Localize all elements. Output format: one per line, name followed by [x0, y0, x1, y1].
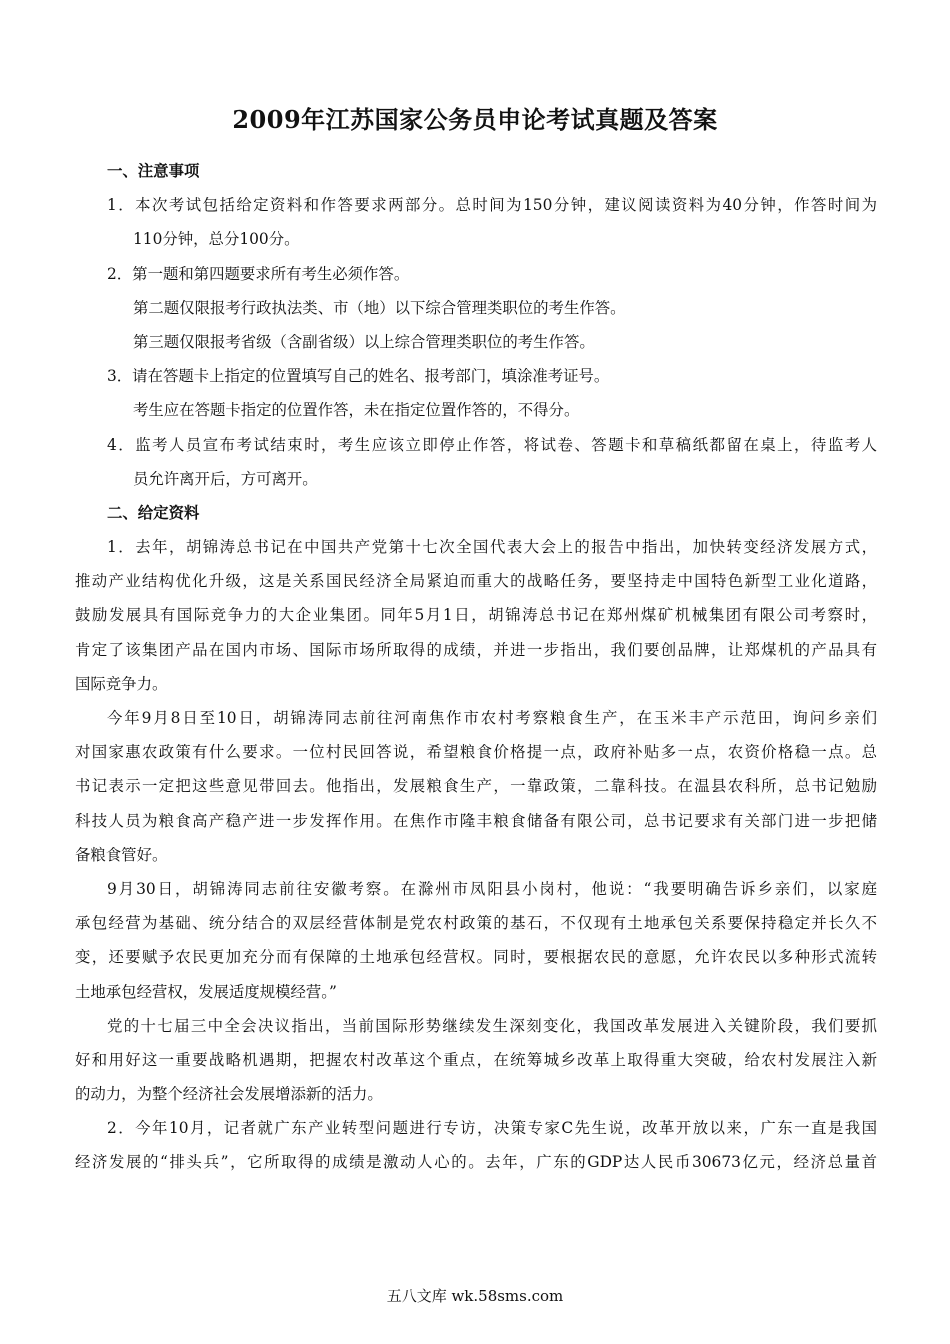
page-footer: 五八文库 wk.58sms.com — [386, 1287, 564, 1305]
text-line: 1．本次考试包括给定资料和作答要求两部分。总时间为150分钟，建议阅读资料为40分钟，作答时间为 — [107, 196, 877, 215]
text-line: 对国家惠农政策有什么要求。一位村民回答说，希望粮食价格提一点，政府补贴多一点，农资价格稳一点。总 — [75, 743, 877, 762]
text-line: 1．去年，胡锦涛总书记在中国共产党第十七次全国代表大会上的报告中指出，加快转变经济发展方式， — [107, 538, 877, 557]
section-heading: 二、给定资料 — [107, 503, 200, 522]
text-line: 2．今年10月，记者就广东产业转型问题进行专访，决策专家C先生说，改革开放以来，广东一直是我国 — [107, 1119, 877, 1138]
text-line: 经济发展的“排头兵”，它所取得的成绩是激动人心的。去年，广东的GDP达人民币30673亿元，经济总量首 — [75, 1153, 877, 1172]
text-line: 好和用好这一重要战略机遇期，把握农村改革这个重点，在统筹城乡改革上取得重大突破，给农村发展注入新 — [75, 1050, 877, 1069]
text-line: 9月30日，胡锦涛同志前往安徽考察。在滁州市凤阳县小岗村，他说：“我要明确告诉乡亲们，以家庭 — [107, 879, 877, 898]
text-line: 承包经营为基础、统分结合的双层经营体制是党农村政策的基石，不仅现有土地承包关系要保持稳定并长久不 — [75, 914, 877, 933]
text-line: 今年9月8日至10日，胡锦涛同志前往河南焦作市农村考察粮食生产，在玉米丰产示范田，询问乡亲们 — [107, 709, 877, 727]
text-line: 科技人员为粮食高产稳产进一步发挥作用。在焦作市隆丰粮食储备有限公司，总书记要求有关部门进一步把储 — [75, 811, 877, 830]
text-line: 110分钟，总分100分。 — [133, 230, 300, 249]
text-line: 国际竞争力。 — [75, 674, 168, 693]
text-line: 考生应在答题卡指定的位置作答，未在指定位置作答的，不得分。 — [133, 401, 580, 420]
text-line: 肯定了该集团产品在国内市场、国际市场所取得的成绩，并进一步指出，我们要创品牌，让郑煤机的产品具有 — [75, 640, 877, 659]
text-line: 3．请在答题卡上指定的位置填写自己的姓名、报考部门，填涂准考证号。 — [107, 367, 610, 386]
text-line: 土地承包经营权，发展适度规模经营。” — [75, 982, 337, 1001]
text-line: 变，还要赋予农民更加充分而有保障的土地承包经营权。同时，要根据农民的意愿，允许农民以多种形式流转 — [75, 948, 877, 967]
text-line: 推动产业结构优化升级，这是关系国民经济全局紧迫而重大的战略任务，要坚持走中国特色新型工业化道路， — [75, 572, 877, 591]
text-line: 第三题仅限报考省级（含副省级）以上综合管理类职位的考生作答。 — [133, 332, 595, 351]
text-line: 书记表示一定把这些意见带回去。他指出，发展粮食生产，一靠政策，二靠科技。在温县农科所，总书记勉励 — [75, 777, 877, 796]
text-line: 第二题仅限报考行政执法类、市（地）以下综合管理类职位的考生作答。 — [133, 298, 626, 317]
text-line: 鼓励发展具有国际竞争力的大企业集团。同年5月1日，胡锦涛总书记在郑州煤矿机械集团有限公司考察时， — [75, 606, 877, 625]
document-title: 2009年江苏国家公务员申论考试真题及答案 — [232, 105, 718, 134]
document-body — [75, 154, 877, 1180]
text-line: 4．监考人员宣布考试结束时，考生应该立即停止作答，将试卷、答题卡和草稿纸都留在桌上，待监考人 — [107, 435, 877, 454]
text-line: 员允许离开后，方可离开。 — [133, 469, 318, 488]
text-line: 2．第一题和第四题要求所有考生必须作答。 — [107, 264, 410, 283]
text-line: 党的十七届三中全会决议指出，当前国际形势继续发生深刻变化，我国改革发展进入关键阶段，我们要抓 — [107, 1016, 877, 1035]
section-heading: 一、注意事项 — [107, 162, 200, 180]
text-line: 的动力，为整个经济社会发展增添新的活力。 — [75, 1085, 383, 1104]
text-line: 备粮食管好。 — [75, 845, 168, 864]
